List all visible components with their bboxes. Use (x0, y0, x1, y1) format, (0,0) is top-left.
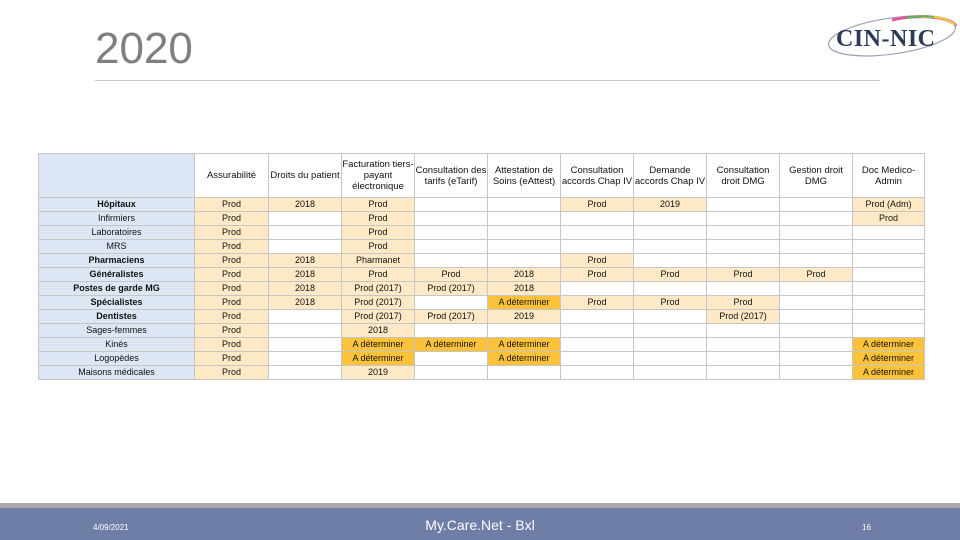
table-cell (634, 352, 707, 366)
row-label: Infirmiers (39, 212, 195, 226)
table-cell (707, 198, 780, 212)
slide-title: 2020 (95, 24, 193, 73)
table-cell: Prod (195, 310, 269, 324)
table-cell (853, 226, 925, 240)
table-cell (707, 226, 780, 240)
table-cell: Prod (195, 282, 269, 296)
table-cell (415, 226, 488, 240)
table-cell (561, 226, 634, 240)
table-row (39, 226, 925, 240)
table-cell: Prod (2017) (415, 282, 488, 296)
table-cell (269, 240, 342, 254)
table-cell: 2018 (269, 268, 342, 282)
table-cell (269, 338, 342, 352)
footer-page-number: 16 (862, 523, 871, 532)
table-cell (269, 226, 342, 240)
table-cell (269, 310, 342, 324)
table-cell: Prod (342, 212, 415, 226)
table-cell (853, 268, 925, 282)
table-cell: 2018 (488, 282, 561, 296)
table-cell: Prod (780, 268, 853, 282)
row-label: Maisons médicales (39, 366, 195, 380)
table-cell: A déterminer (853, 352, 925, 366)
table-cell: 2019 (342, 366, 415, 380)
table-row (39, 296, 925, 310)
table-cell (634, 324, 707, 338)
table-cell: 2019 (634, 198, 707, 212)
table-header-row (39, 154, 925, 198)
table-cell: 2018 (342, 324, 415, 338)
table-cell: Prod (195, 240, 269, 254)
table-cell (780, 240, 853, 254)
table-cell (561, 310, 634, 324)
column-header: Consultation accords Chap IV (561, 154, 634, 198)
table-cell: Prod (853, 212, 925, 226)
row-label: Généralistes (39, 268, 195, 282)
table-cell (415, 352, 488, 366)
row-label: Sages-femmes (39, 324, 195, 338)
table-cell: Prod (195, 212, 269, 226)
table-cell: Prod (2017) (342, 282, 415, 296)
table-cell: Prod (561, 296, 634, 310)
table-cell (707, 254, 780, 268)
table-row (39, 324, 925, 338)
table-row (39, 212, 925, 226)
table-cell (780, 226, 853, 240)
table-cell: Prod (2017) (342, 296, 415, 310)
column-header: Droits du patient (269, 154, 342, 198)
table-cell (415, 324, 488, 338)
table-cell: 2018 (269, 254, 342, 268)
table-cell (853, 310, 925, 324)
table-cell (561, 240, 634, 254)
table-cell: A déterminer (488, 352, 561, 366)
row-label: Logopèdes (39, 352, 195, 366)
table-cell (780, 212, 853, 226)
row-label: Pharmaciens (39, 254, 195, 268)
table-row (39, 254, 925, 268)
table-cell: Prod (195, 268, 269, 282)
table-cell (415, 198, 488, 212)
column-header: Facturation tiers-payant électronique (342, 154, 415, 198)
table-cell (415, 212, 488, 226)
table-cell (780, 366, 853, 380)
table-cell: Prod (634, 296, 707, 310)
row-label: Spécialistes (39, 296, 195, 310)
table-cell: Prod (195, 338, 269, 352)
table-cell: A déterminer (488, 338, 561, 352)
table-cell: A déterminer (342, 352, 415, 366)
table-cell: Prod (342, 198, 415, 212)
logo-text: CIN-NIC (836, 26, 936, 52)
table-cell (269, 366, 342, 380)
table-cell: 2018 (269, 198, 342, 212)
table-row (39, 338, 925, 352)
table-cell (707, 352, 780, 366)
table-cell (853, 296, 925, 310)
table-cell (853, 324, 925, 338)
table-cell (561, 352, 634, 366)
table-cell: Prod (707, 268, 780, 282)
table-cell (634, 338, 707, 352)
column-header: Assurabilité (195, 154, 269, 198)
footer-bar (0, 503, 960, 540)
table-cell (634, 282, 707, 296)
table-cell (780, 282, 853, 296)
table-cell (707, 324, 780, 338)
table-cell (415, 240, 488, 254)
table-cell (780, 338, 853, 352)
table-cell (488, 240, 561, 254)
footer-title: My.Care.Net - Bxl (425, 517, 535, 533)
row-label: Dentistes (39, 310, 195, 324)
table-cell (634, 366, 707, 380)
column-header: Consultation des tarifs (eTarif) (415, 154, 488, 198)
table-row (39, 268, 925, 282)
table-row (39, 310, 925, 324)
table-cell: Pharmanet (342, 254, 415, 268)
table-cell (853, 254, 925, 268)
table-cell (488, 198, 561, 212)
table-cell: Prod (561, 268, 634, 282)
services-matrix-table (38, 153, 925, 380)
table-cell (561, 324, 634, 338)
cin-nic-logo (822, 12, 960, 68)
table-cell: Prod (2017) (707, 310, 780, 324)
table-cell (634, 212, 707, 226)
table-row (39, 282, 925, 296)
table-cell (780, 352, 853, 366)
table-cell (707, 366, 780, 380)
table-row (39, 366, 925, 380)
row-label: Kinés (39, 338, 195, 352)
table-cell: Prod (Adm) (853, 198, 925, 212)
table-cell (415, 296, 488, 310)
row-label: Hôpitaux (39, 198, 195, 212)
column-header: Gestion droit DMG (780, 154, 853, 198)
table-cell (634, 226, 707, 240)
table-cell (634, 310, 707, 324)
table-cell: Prod (195, 226, 269, 240)
row-label: Postes de garde MG (39, 282, 195, 296)
column-header: Attestation de Soins (eAttest) (488, 154, 561, 198)
title-divider (95, 80, 880, 81)
table-cell (415, 366, 488, 380)
table-row (39, 240, 925, 254)
table-cell: A déterminer (342, 338, 415, 352)
table-cell (707, 282, 780, 296)
table-cell (269, 324, 342, 338)
table-cell (780, 296, 853, 310)
table-cell (853, 240, 925, 254)
table-cell: 2018 (269, 296, 342, 310)
table-cell: Prod (415, 268, 488, 282)
table-cell: 2019 (488, 310, 561, 324)
table-cell: Prod (2017) (342, 310, 415, 324)
table-cell (707, 338, 780, 352)
column-header: Consultation droit DMG (707, 154, 780, 198)
table-cell (561, 366, 634, 380)
column-header: Demande accords Chap IV (634, 154, 707, 198)
table-cell (780, 310, 853, 324)
table-cell (561, 212, 634, 226)
table-cell (488, 212, 561, 226)
table-cell (707, 212, 780, 226)
table-cell: Prod (342, 226, 415, 240)
row-label: Laboratoires (39, 226, 195, 240)
table-cell: Prod (195, 296, 269, 310)
table-cell: Prod (195, 198, 269, 212)
table-cell: Prod (561, 198, 634, 212)
column-header: Doc Medico-Admin (853, 154, 925, 198)
table-cell: Prod (634, 268, 707, 282)
table-cell (634, 254, 707, 268)
table-row (39, 198, 925, 212)
table-cell (488, 226, 561, 240)
table-cell: A déterminer (853, 338, 925, 352)
table-cell (415, 254, 488, 268)
table-cell (780, 324, 853, 338)
table-cell (488, 254, 561, 268)
table-cell: Prod (342, 268, 415, 282)
table-cell: Prod (707, 296, 780, 310)
table-cell (269, 352, 342, 366)
table-cell (780, 254, 853, 268)
table-row (39, 352, 925, 366)
table-cell (780, 198, 853, 212)
table-cell: Prod (2017) (415, 310, 488, 324)
table-cell (488, 324, 561, 338)
row-label: MRS (39, 240, 195, 254)
table-cell: Prod (195, 324, 269, 338)
table-cell: 2018 (269, 282, 342, 296)
table-cell: A déterminer (853, 366, 925, 380)
table-cell (853, 282, 925, 296)
table-cell (707, 240, 780, 254)
column-header (39, 154, 195, 198)
table-cell: Prod (195, 366, 269, 380)
table-cell: Prod (195, 254, 269, 268)
table-cell: 2018 (488, 268, 561, 282)
table-cell: Prod (561, 254, 634, 268)
table-cell (634, 240, 707, 254)
table-cell (488, 366, 561, 380)
table-cell: Prod (342, 240, 415, 254)
table-cell: Prod (195, 352, 269, 366)
table-cell: A déterminer (488, 296, 561, 310)
table-cell (561, 338, 634, 352)
footer-date: 4/09/2021 (93, 523, 129, 532)
table-cell: A déterminer (415, 338, 488, 352)
table-cell (561, 282, 634, 296)
table-cell (269, 212, 342, 226)
